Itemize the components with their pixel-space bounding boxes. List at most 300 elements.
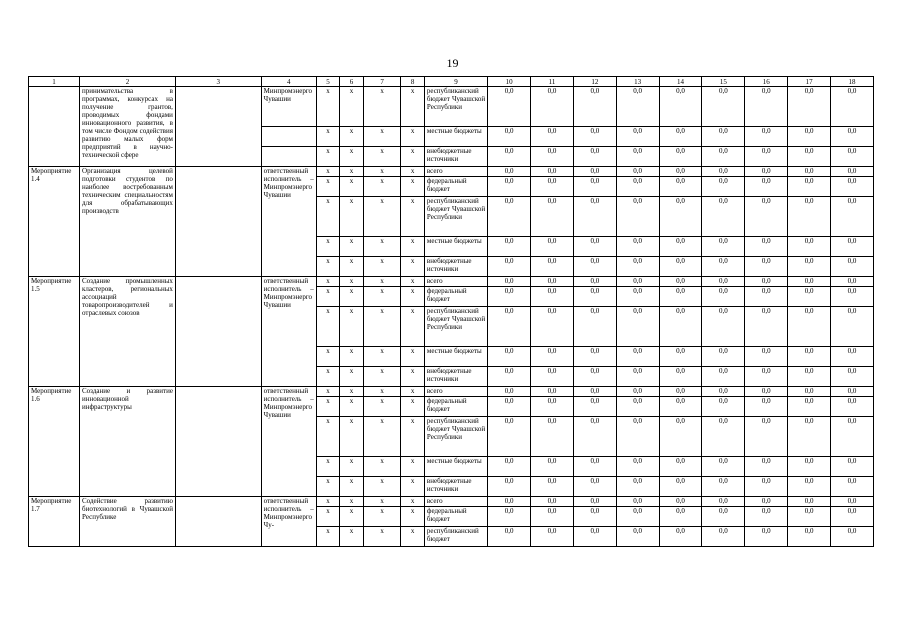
funding-value: 0,0 bbox=[616, 347, 659, 367]
funding-source: внебюджетные источники bbox=[424, 147, 487, 167]
x-mark: x bbox=[401, 257, 424, 277]
x-mark: x bbox=[401, 347, 424, 367]
funding-value: 0,0 bbox=[831, 367, 874, 387]
funding-value: 0,0 bbox=[659, 497, 702, 507]
x-mark: x bbox=[340, 147, 363, 167]
x-mark: x bbox=[316, 417, 339, 457]
funding-source: республиканский бюджет Чувашской Республики bbox=[424, 307, 487, 347]
funding-value: 0,0 bbox=[573, 497, 616, 507]
x-mark: x bbox=[401, 477, 424, 497]
event-blank bbox=[175, 387, 261, 497]
funding-value: 0,0 bbox=[488, 167, 531, 177]
funding-value: 0,0 bbox=[702, 347, 745, 367]
x-mark: x bbox=[401, 307, 424, 347]
funding-value: 0,0 bbox=[573, 307, 616, 347]
responsible: ответственный исполнитель – Минпромэнерго Чу- bbox=[261, 497, 316, 547]
funding-value: 0,0 bbox=[831, 457, 874, 477]
x-mark: x bbox=[401, 507, 424, 527]
funding-value: 0,0 bbox=[788, 527, 831, 547]
funding-value: 0,0 bbox=[745, 367, 788, 387]
funding-value: 0,0 bbox=[616, 257, 659, 277]
funding-value: 0,0 bbox=[531, 457, 574, 477]
table-row bbox=[29, 167, 874, 177]
funding-value: 0,0 bbox=[702, 497, 745, 507]
column-number: 10 bbox=[488, 77, 531, 87]
x-mark: x bbox=[340, 277, 363, 287]
x-mark: x bbox=[401, 127, 424, 147]
funding-value: 0,0 bbox=[702, 387, 745, 397]
funding-value: 0,0 bbox=[488, 257, 531, 277]
table-row bbox=[29, 387, 874, 397]
funding-value: 0,0 bbox=[573, 167, 616, 177]
x-mark: x bbox=[340, 347, 363, 367]
column-number: 15 bbox=[702, 77, 745, 87]
x-mark: x bbox=[363, 457, 401, 477]
x-mark: x bbox=[340, 177, 363, 197]
x-mark: x bbox=[401, 457, 424, 477]
column-number: 11 bbox=[531, 77, 574, 87]
funding-value: 0,0 bbox=[788, 347, 831, 367]
x-mark: x bbox=[363, 497, 401, 507]
funding-value: 0,0 bbox=[788, 307, 831, 347]
funding-value: 0,0 bbox=[659, 527, 702, 547]
funding-value: 0,0 bbox=[616, 397, 659, 417]
funding-source: федеральный бюджет bbox=[424, 397, 487, 417]
funding-value: 0,0 bbox=[788, 507, 831, 527]
funding-value: 0,0 bbox=[531, 417, 574, 457]
funding-value: 0,0 bbox=[788, 197, 831, 237]
funding-value: 0,0 bbox=[702, 277, 745, 287]
x-mark: x bbox=[316, 457, 339, 477]
funding-value: 0,0 bbox=[488, 147, 531, 167]
funding-value: 0,0 bbox=[659, 367, 702, 387]
x-mark: x bbox=[340, 417, 363, 457]
funding-value: 0,0 bbox=[831, 197, 874, 237]
x-mark: x bbox=[401, 197, 424, 237]
event-blank bbox=[175, 87, 261, 167]
funding-value: 0,0 bbox=[659, 237, 702, 257]
funding-value: 0,0 bbox=[745, 287, 788, 307]
funding-value: 0,0 bbox=[488, 197, 531, 237]
event-name: принимательства в программах, конкурсах на получение грантов, проводимых фондами инновационного развития, в том числе Фондом содействия развитию малых форм предприятий в научно-технической сфере bbox=[80, 87, 176, 167]
x-mark: x bbox=[363, 197, 401, 237]
funding-source: всего bbox=[424, 167, 487, 177]
x-mark: x bbox=[363, 507, 401, 527]
funding-value: 0,0 bbox=[573, 387, 616, 397]
funding-source: республиканский бюджет Чувашской Республики bbox=[424, 197, 487, 237]
x-mark: x bbox=[316, 287, 339, 307]
funding-value: 0,0 bbox=[531, 387, 574, 397]
funding-source: внебюджетные источники bbox=[424, 477, 487, 497]
column-number: 16 bbox=[745, 77, 788, 87]
funding-source: всего bbox=[424, 387, 487, 397]
funding-value: 0,0 bbox=[745, 167, 788, 177]
x-mark: x bbox=[401, 417, 424, 457]
x-mark: x bbox=[340, 197, 363, 237]
funding-value: 0,0 bbox=[659, 507, 702, 527]
x-mark: x bbox=[401, 147, 424, 167]
x-mark: x bbox=[363, 277, 401, 287]
event-name: Организация целевой подготовки студентов по наиболее востребованным техническим специальностям для обрабатывающих производств bbox=[80, 167, 176, 277]
x-mark: x bbox=[363, 237, 401, 257]
funding-value: 0,0 bbox=[788, 457, 831, 477]
x-mark: x bbox=[363, 127, 401, 147]
x-mark: x bbox=[316, 497, 339, 507]
funding-value: 0,0 bbox=[531, 397, 574, 417]
funding-value: 0,0 bbox=[831, 127, 874, 147]
funding-value: 0,0 bbox=[745, 527, 788, 547]
funding-value: 0,0 bbox=[659, 347, 702, 367]
funding-value: 0,0 bbox=[573, 257, 616, 277]
x-mark: x bbox=[340, 387, 363, 397]
x-mark: x bbox=[363, 397, 401, 417]
funding-value: 0,0 bbox=[488, 477, 531, 497]
funding-value: 0,0 bbox=[616, 497, 659, 507]
event-code: Мероприятие 1.4 bbox=[29, 167, 80, 277]
responsible: ответственный исполнитель – Минпромэнерго Чувашии bbox=[261, 387, 316, 497]
funding-value: 0,0 bbox=[573, 477, 616, 497]
funding-value: 0,0 bbox=[831, 177, 874, 197]
x-mark: x bbox=[316, 87, 339, 127]
funding-value: 0,0 bbox=[531, 147, 574, 167]
event-code bbox=[29, 87, 80, 167]
x-mark: x bbox=[316, 367, 339, 387]
funding-value: 0,0 bbox=[788, 167, 831, 177]
funding-value: 0,0 bbox=[702, 507, 745, 527]
funding-source: федеральный бюджет bbox=[424, 177, 487, 197]
funding-value: 0,0 bbox=[573, 287, 616, 307]
funding-source: местные бюджеты bbox=[424, 347, 487, 367]
funding-value: 0,0 bbox=[788, 237, 831, 257]
event-name: Создание промышленных кластеров, региональных ассоциаций товаропроизводителей и отраслевых союзов bbox=[80, 277, 176, 387]
funding-value: 0,0 bbox=[573, 527, 616, 547]
funding-value: 0,0 bbox=[788, 177, 831, 197]
x-mark: x bbox=[316, 347, 339, 367]
funding-value: 0,0 bbox=[788, 147, 831, 167]
funding-value: 0,0 bbox=[488, 527, 531, 547]
funding-source: федеральный бюджет bbox=[424, 507, 487, 527]
funding-value: 0,0 bbox=[702, 237, 745, 257]
funding-value: 0,0 bbox=[702, 177, 745, 197]
x-mark: x bbox=[340, 307, 363, 347]
funding-value: 0,0 bbox=[616, 387, 659, 397]
x-mark: x bbox=[316, 237, 339, 257]
x-mark: x bbox=[401, 397, 424, 417]
funding-value: 0,0 bbox=[702, 477, 745, 497]
event-blank bbox=[175, 167, 261, 277]
funding-value: 0,0 bbox=[531, 527, 574, 547]
x-mark: x bbox=[401, 387, 424, 397]
x-mark: x bbox=[340, 257, 363, 277]
funding-value: 0,0 bbox=[745, 257, 788, 277]
event-name: Создание и развитие инновационной инфраструктуры bbox=[80, 387, 176, 497]
x-mark: x bbox=[340, 457, 363, 477]
funding-value: 0,0 bbox=[531, 87, 574, 127]
funding-value: 0,0 bbox=[745, 127, 788, 147]
funding-value: 0,0 bbox=[488, 307, 531, 347]
responsible: Минпромэнерго Чувашии bbox=[261, 87, 316, 127]
funding-value: 0,0 bbox=[488, 507, 531, 527]
x-mark: x bbox=[316, 127, 339, 147]
x-mark: x bbox=[363, 477, 401, 497]
funding-value: 0,0 bbox=[531, 287, 574, 307]
funding-value: 0,0 bbox=[616, 507, 659, 527]
column-number: 18 bbox=[831, 77, 874, 87]
funding-value: 0,0 bbox=[745, 477, 788, 497]
x-mark: x bbox=[340, 507, 363, 527]
x-mark: x bbox=[340, 477, 363, 497]
x-mark: x bbox=[363, 387, 401, 397]
funding-value: 0,0 bbox=[659, 457, 702, 477]
funding-value: 0,0 bbox=[488, 417, 531, 457]
funding-value: 0,0 bbox=[531, 177, 574, 197]
funding-value: 0,0 bbox=[745, 307, 788, 347]
funding-value: 0,0 bbox=[831, 87, 874, 127]
x-mark: x bbox=[316, 387, 339, 397]
x-mark: x bbox=[340, 367, 363, 387]
column-number: 7 bbox=[363, 77, 401, 87]
funding-source: местные бюджеты bbox=[424, 457, 487, 477]
funding-value: 0,0 bbox=[488, 237, 531, 257]
x-mark: x bbox=[316, 527, 339, 547]
funding-value: 0,0 bbox=[702, 307, 745, 347]
funding-value: 0,0 bbox=[745, 237, 788, 257]
funding-value: 0,0 bbox=[745, 497, 788, 507]
funding-value: 0,0 bbox=[573, 347, 616, 367]
funding-source: всего bbox=[424, 497, 487, 507]
funding-value: 0,0 bbox=[488, 277, 531, 287]
funding-value: 0,0 bbox=[745, 197, 788, 237]
funding-value: 0,0 bbox=[702, 527, 745, 547]
funding-value: 0,0 bbox=[831, 527, 874, 547]
funding-value: 0,0 bbox=[616, 417, 659, 457]
funding-value: 0,0 bbox=[616, 127, 659, 147]
x-mark: x bbox=[363, 167, 401, 177]
funding-value: 0,0 bbox=[616, 147, 659, 167]
funding-value: 0,0 bbox=[531, 277, 574, 287]
x-mark: x bbox=[340, 497, 363, 507]
funding-value: 0,0 bbox=[531, 367, 574, 387]
table-row bbox=[29, 277, 874, 287]
funding-value: 0,0 bbox=[531, 477, 574, 497]
funding-value: 0,0 bbox=[573, 507, 616, 527]
funding-value: 0,0 bbox=[788, 477, 831, 497]
funding-value: 0,0 bbox=[702, 287, 745, 307]
funding-source: местные бюджеты bbox=[424, 237, 487, 257]
event-code: Мероприятие 1.5 bbox=[29, 277, 80, 387]
funding-value: 0,0 bbox=[831, 387, 874, 397]
x-mark: x bbox=[340, 127, 363, 147]
funding-value: 0,0 bbox=[745, 387, 788, 397]
funding-value: 0,0 bbox=[531, 347, 574, 367]
funding-value: 0,0 bbox=[702, 127, 745, 147]
funding-value: 0,0 bbox=[745, 457, 788, 477]
funding-value: 0,0 bbox=[659, 387, 702, 397]
column-numbers-row bbox=[29, 77, 874, 87]
x-mark: x bbox=[363, 257, 401, 277]
funding-value: 0,0 bbox=[831, 507, 874, 527]
x-mark: x bbox=[316, 307, 339, 347]
x-mark: x bbox=[340, 237, 363, 257]
funding-value: 0,0 bbox=[702, 257, 745, 277]
x-mark: x bbox=[363, 417, 401, 457]
funding-source: федеральный бюджет bbox=[424, 287, 487, 307]
x-mark: x bbox=[340, 397, 363, 417]
x-mark: x bbox=[363, 367, 401, 387]
funding-value: 0,0 bbox=[788, 257, 831, 277]
column-number: 2 bbox=[80, 77, 176, 87]
funding-value: 0,0 bbox=[488, 457, 531, 477]
funding-value: 0,0 bbox=[788, 497, 831, 507]
funding-value: 0,0 bbox=[488, 87, 531, 127]
funding-value: 0,0 bbox=[788, 287, 831, 307]
x-mark: x bbox=[340, 167, 363, 177]
funding-table bbox=[28, 76, 874, 547]
funding-source: республиканский бюджет Чувашской Республики bbox=[424, 417, 487, 457]
funding-value: 0,0 bbox=[831, 417, 874, 457]
funding-value: 0,0 bbox=[531, 167, 574, 177]
funding-value: 0,0 bbox=[659, 307, 702, 347]
column-number: 5 bbox=[316, 77, 339, 87]
funding-value: 0,0 bbox=[745, 347, 788, 367]
funding-value: 0,0 bbox=[616, 367, 659, 387]
page-number: 19 bbox=[446, 56, 459, 70]
funding-value: 0,0 bbox=[702, 147, 745, 167]
x-mark: x bbox=[340, 527, 363, 547]
funding-value: 0,0 bbox=[831, 237, 874, 257]
funding-value: 0,0 bbox=[659, 127, 702, 147]
funding-source: местные бюджеты bbox=[424, 127, 487, 147]
funding-value: 0,0 bbox=[488, 387, 531, 397]
funding-value: 0,0 bbox=[616, 277, 659, 287]
funding-value: 0,0 bbox=[531, 497, 574, 507]
x-mark: x bbox=[401, 87, 424, 127]
column-number: 4 bbox=[261, 77, 316, 87]
x-mark: x bbox=[316, 177, 339, 197]
funding-value: 0,0 bbox=[573, 237, 616, 257]
x-mark: x bbox=[316, 397, 339, 417]
funding-value: 0,0 bbox=[616, 197, 659, 237]
funding-value: 0,0 bbox=[616, 177, 659, 197]
funding-source: республиканский бюджет bbox=[424, 527, 487, 547]
funding-value: 0,0 bbox=[616, 477, 659, 497]
funding-value: 0,0 bbox=[702, 87, 745, 127]
x-mark: x bbox=[401, 367, 424, 387]
funding-value: 0,0 bbox=[702, 167, 745, 177]
funding-value: 0,0 bbox=[616, 287, 659, 307]
x-mark: x bbox=[316, 507, 339, 527]
x-mark: x bbox=[401, 237, 424, 257]
column-number: 9 bbox=[424, 77, 487, 87]
table-row bbox=[29, 87, 874, 127]
funding-value: 0,0 bbox=[702, 417, 745, 457]
x-mark: x bbox=[363, 347, 401, 367]
funding-value: 0,0 bbox=[573, 417, 616, 457]
column-number: 12 bbox=[573, 77, 616, 87]
funding-value: 0,0 bbox=[659, 87, 702, 127]
funding-value: 0,0 bbox=[531, 197, 574, 237]
x-mark: x bbox=[340, 87, 363, 127]
funding-source: республиканский бюджет Чувашской Республики bbox=[424, 87, 487, 127]
funding-value: 0,0 bbox=[659, 397, 702, 417]
funding-value: 0,0 bbox=[573, 457, 616, 477]
funding-value: 0,0 bbox=[745, 397, 788, 417]
x-mark: x bbox=[340, 287, 363, 307]
funding-value: 0,0 bbox=[745, 147, 788, 167]
funding-value: 0,0 bbox=[831, 497, 874, 507]
funding-value: 0,0 bbox=[659, 417, 702, 457]
funding-value: 0,0 bbox=[573, 127, 616, 147]
x-mark: x bbox=[401, 167, 424, 177]
funding-value: 0,0 bbox=[573, 177, 616, 197]
column-number: 13 bbox=[616, 77, 659, 87]
funding-value: 0,0 bbox=[573, 277, 616, 287]
funding-value: 0,0 bbox=[702, 197, 745, 237]
funding-value: 0,0 bbox=[788, 417, 831, 457]
x-mark: x bbox=[401, 177, 424, 197]
x-mark: x bbox=[316, 197, 339, 237]
responsible: ответственный исполнитель – Минпромэнерго Чувашии bbox=[261, 277, 316, 387]
funding-value: 0,0 bbox=[745, 177, 788, 197]
funding-value: 0,0 bbox=[788, 397, 831, 417]
funding-value: 0,0 bbox=[531, 127, 574, 147]
x-mark: x bbox=[401, 497, 424, 507]
funding-value: 0,0 bbox=[831, 397, 874, 417]
funding-value: 0,0 bbox=[659, 257, 702, 277]
x-mark: x bbox=[316, 147, 339, 167]
funding-value: 0,0 bbox=[659, 177, 702, 197]
funding-value: 0,0 bbox=[573, 397, 616, 417]
funding-value: 0,0 bbox=[488, 127, 531, 147]
funding-value: 0,0 bbox=[831, 477, 874, 497]
funding-value: 0,0 bbox=[745, 277, 788, 287]
funding-value: 0,0 bbox=[831, 347, 874, 367]
funding-value: 0,0 bbox=[831, 257, 874, 277]
funding-value: 0,0 bbox=[616, 527, 659, 547]
funding-source: всего bbox=[424, 277, 487, 287]
column-number: 6 bbox=[340, 77, 363, 87]
funding-value: 0,0 bbox=[488, 397, 531, 417]
funding-value: 0,0 bbox=[788, 387, 831, 397]
funding-value: 0,0 bbox=[488, 367, 531, 387]
funding-value: 0,0 bbox=[788, 87, 831, 127]
funding-value: 0,0 bbox=[659, 287, 702, 307]
x-mark: x bbox=[363, 147, 401, 167]
x-mark: x bbox=[316, 167, 339, 177]
column-number: 1 bbox=[29, 77, 80, 87]
funding-value: 0,0 bbox=[531, 257, 574, 277]
x-mark: x bbox=[363, 527, 401, 547]
funding-source: внебюджетные источники bbox=[424, 367, 487, 387]
funding-value: 0,0 bbox=[659, 197, 702, 237]
funding-source: внебюджетные источники bbox=[424, 257, 487, 277]
funding-value: 0,0 bbox=[531, 237, 574, 257]
funding-value: 0,0 bbox=[702, 457, 745, 477]
funding-value: 0,0 bbox=[488, 177, 531, 197]
funding-value: 0,0 bbox=[745, 87, 788, 127]
funding-value: 0,0 bbox=[616, 87, 659, 127]
funding-value: 0,0 bbox=[616, 167, 659, 177]
funding-value: 0,0 bbox=[788, 277, 831, 287]
funding-value: 0,0 bbox=[659, 167, 702, 177]
event-blank bbox=[175, 277, 261, 387]
funding-value: 0,0 bbox=[831, 277, 874, 287]
funding-value: 0,0 bbox=[745, 417, 788, 457]
funding-value: 0,0 bbox=[831, 307, 874, 347]
responsible bbox=[261, 147, 316, 167]
column-number: 14 bbox=[659, 77, 702, 87]
x-mark: x bbox=[401, 527, 424, 547]
